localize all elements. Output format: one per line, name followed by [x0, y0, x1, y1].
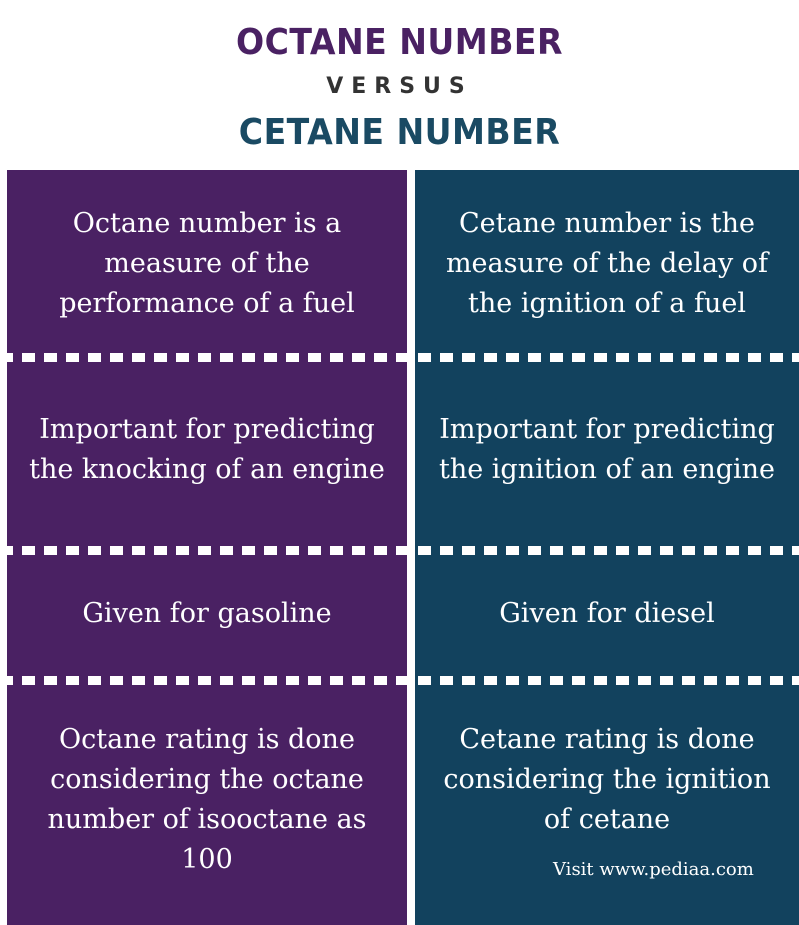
row-separator: [0, 353, 799, 362]
title-octane-number: OCTANE NUMBER: [236, 22, 563, 63]
octane-fuel: Given for gasoline: [82, 598, 332, 629]
row-separator: [0, 676, 799, 685]
cetane-rating: Cetane rating is done considering the ignition of cetane: [443, 724, 771, 835]
row-separator: [0, 546, 799, 555]
cetane-fuel: Given for diesel: [499, 598, 715, 629]
octane-importance: Important for predicting the knocking of an engine: [29, 414, 385, 485]
title-versus: VERSUS: [326, 74, 473, 99]
title-cetane-number: CETANE NUMBER: [238, 112, 561, 153]
octane-rating: Octane rating is done considering the octane number of isooctane as 100: [47, 724, 367, 875]
octane-definition: Octane number is a measure of the performance of a fuel: [59, 208, 355, 319]
cetane-definition: Cetane number is the measure of the delay of the ignition of a fuel: [445, 208, 769, 319]
footer-credit: Visit www.pediaa.com: [553, 859, 754, 880]
cetane-importance: Important for predicting the ignition of an engine: [438, 414, 775, 485]
title-block: [0, 0, 799, 170]
